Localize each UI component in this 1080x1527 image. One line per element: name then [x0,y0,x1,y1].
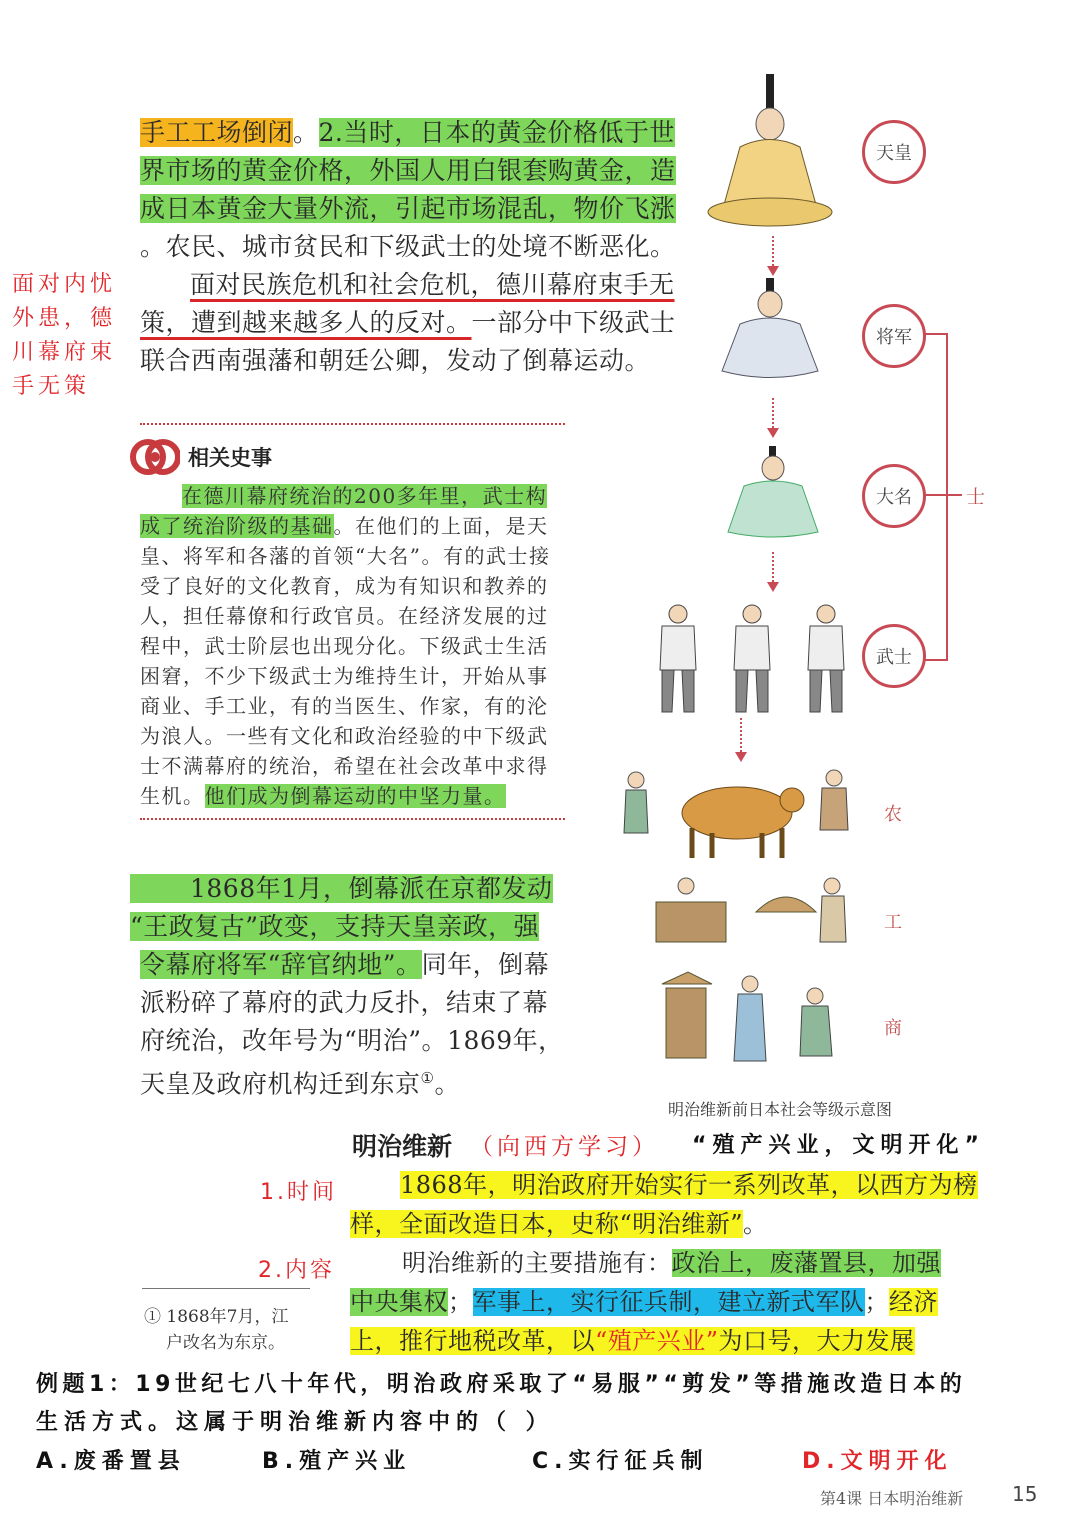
label-gong: 工 [884,912,902,933]
box-top-divider [140,423,565,425]
box-title: 相关史事 [188,446,272,470]
box-line-8: 商业、手工业，有的当医生、作家，有的沦 [140,694,549,718]
circle-tenno: 天皇 [862,120,926,184]
farmers-illustration [612,758,872,868]
box-line-7: 困窘，不少下级武士为维持生计，开始从事 [140,664,549,688]
option-d-answer: D.文明开化 [802,1449,953,1474]
meiji-slogan: “殖产兴业，文明开化” [692,1133,985,1158]
arrow-3 [772,552,776,582]
craftsmen-illustration [636,872,866,962]
para3-line5: 府统治，改年号为“明治”。1869年， [140,1026,564,1055]
meiji-line5: 上，推行地税改革，以“殖产兴业”为口号，大力发展 [350,1327,915,1355]
box-line-4: 受了良好的文化教育，成为有知识和教养的 [140,574,549,598]
box-line-9: 为浪人。一些有文化和政治经验的中下级武 [140,724,549,748]
page-number: 15 [1012,1482,1038,1506]
shogun-illustration [710,276,830,386]
option-b: B.殖产兴业 [262,1449,412,1474]
meiji-heading: 明治维新 [352,1132,453,1161]
diagram-caption: 明治维新前日本社会等级示意图 [668,1100,893,1119]
para3-line2: “王政复古”政变，支持天皇亲政，强 [130,912,540,941]
meiji-line3: 明治维新的主要措施有：政治上，废藩置县，加强 [402,1249,941,1277]
emperor-illustration [700,72,840,232]
para3-line4: 派粉碎了幕府的武力反扑，结束了幕 [140,988,549,1017]
related-history-icon [130,432,180,482]
daimyo-illustration [718,444,828,544]
highlight-green: 2.当时，日本的黄金价格低于世 [318,118,675,147]
label-time: 1.时间 [260,1180,337,1205]
circle-bushi: 武士 [862,624,926,688]
box-bottom-divider [140,818,565,820]
samurai-illustration [640,600,870,720]
box-line-2: 成了统治阶级的基础。在他们的上面，是天 [140,514,549,538]
label-content: 2.内容 [258,1258,335,1283]
option-c: C.实行征兵制 [532,1449,709,1474]
para1-line4: 。农民、城市贫民和下级武士的处境不断恶化。 [140,232,676,261]
shi-connector [946,494,962,496]
box-line-10: 士不满幕府的统治，希望在社会改革中求得 [140,754,549,778]
label-nong: 农 [884,804,902,825]
para1-line1: 手工工场倒闭。2.当时，日本的黄金价格低于世 [140,118,675,147]
para2-line1: 面对民族危机和社会危机，德川幕府束手无 [190,270,675,299]
handwritten-side-note: 面对内忧外患，德川幕府束手无策 [12,272,117,399]
merchants-illustration [650,966,850,1076]
footnote-line2: 户改名为东京。 [166,1333,285,1353]
para1-line3: 成日本黄金大量外流，引起市场混乱，物价飞涨 [140,194,676,223]
label-shi: 士 [966,486,986,508]
circle-shogun: 将军 [862,304,926,368]
footnote-line1: ① 1868年7月，江 [144,1307,289,1327]
box-line-3: 皇、将军和各藩的首领“大名”。有的武士接 [140,544,551,568]
para3-line6: 天皇及政府机构迁到东京①。 [140,1069,460,1099]
shi-bracket [924,333,948,661]
box-line-6: 程中，武士阶层也出现分化。下级武士生活 [140,634,549,658]
meiji-line1: 1868年，明治政府开始实行一系列改革，以西方为榜 [400,1171,978,1199]
meiji-heading-note: （向西方学习） [470,1134,659,1160]
highlight-orange: 手工工场倒闭 [140,118,294,147]
para3-line3: 令幕府将军“辞官纳地”。同年，倒幕 [140,950,550,979]
question-line1: 例题1：19世纪七八十年代，明治政府采取了“易服”“剪发”等措施改造日本的 [36,1372,967,1397]
option-a: A.废番置县 [36,1449,186,1474]
box-line-1: 在德川幕府统治的200多年里，武士构 [182,484,548,508]
question-line2: 生活方式。这属于明治维新内容中的（ ） [36,1410,554,1435]
footnote-rule [142,1288,310,1289]
circle-daimyo: 大名 [862,464,926,528]
para2-line2: 策，遭到越来越多人的反对。一部分中下级武士 [140,308,676,337]
para1-line2: 界市场的黄金价格，外国人用白银套购黄金，造 [140,156,676,185]
box-line-11: 生机。他们成为倒幕运动的中坚力量。 [140,784,506,808]
meiji-line4: 中央集权；军事上，实行征兵制，建立新式军队；经济 [350,1288,938,1316]
para3-line1: 1868年1月，倒幕派在京都发动 [130,870,553,907]
label-shang: 商 [884,1018,902,1039]
arrow-4 [740,718,744,752]
daimyo-connector [924,494,946,496]
meiji-line2: 样，全面改造日本，史称“明治维新”。 [350,1210,768,1238]
arrow-2 [772,398,776,428]
para2-line3: 联合西南强藩和朝廷公卿，发动了倒幕运动。 [140,346,651,375]
arrow-1 [772,236,776,266]
box-line-5: 人，担任幕僚和行政官员。在经济发展的过 [140,604,549,628]
footer-lesson: 第4课 日本明治维新 [820,1489,964,1508]
